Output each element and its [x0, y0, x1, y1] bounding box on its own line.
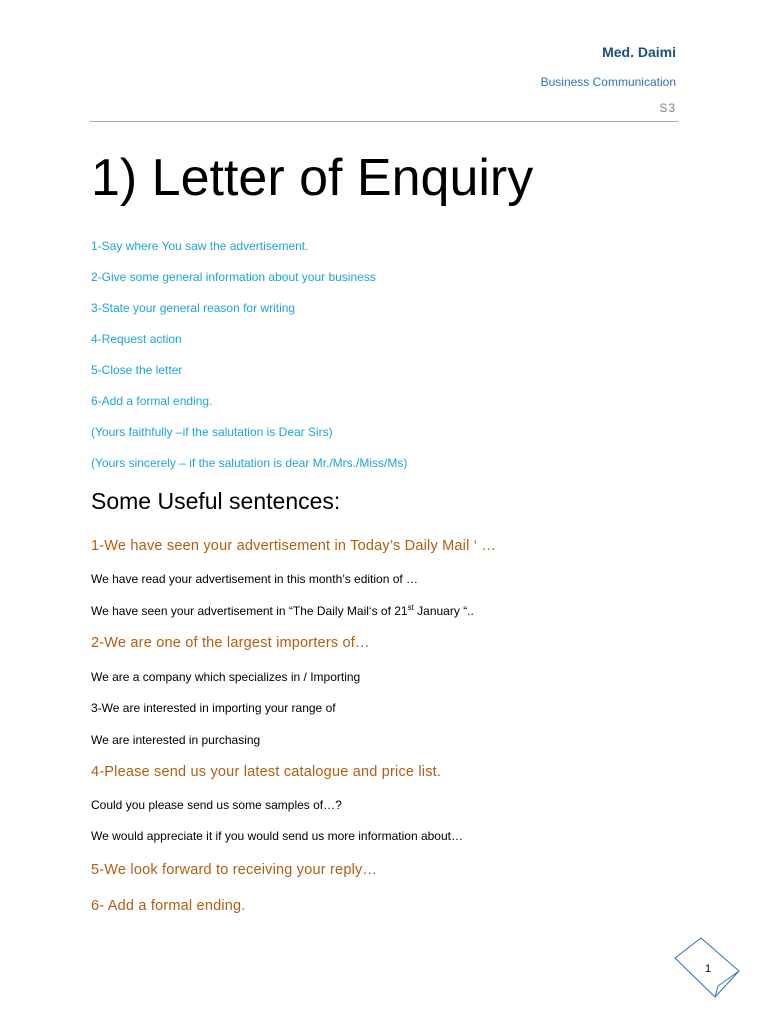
page-title: 1) Letter of Enquiry	[91, 149, 534, 207]
sentence-3a: 3-We are interested in importing your range of	[91, 701, 336, 715]
sentence-1b-text-end: January “..	[413, 604, 474, 618]
sentence-1b	[91, 603, 474, 618]
useful-sentences-heading: Some Useful sentences:	[91, 488, 341, 514]
step-item: 2-Give some general information about your business	[91, 270, 376, 284]
sentence-3b: We are interested in purchasing	[91, 733, 261, 747]
header-semester: S3	[659, 101, 676, 115]
sentence-2a: We are a company which specializes in / Importing	[91, 670, 361, 684]
sentence-1b-text: We have seen your advertisement in “The Daily Mail‘s of 21	[91, 604, 408, 618]
sentence-heading-4: 4-Please send us your latest catalogue and price list.	[91, 764, 442, 780]
step-item: 5-Close the letter	[91, 363, 183, 377]
header-author: Med. Daimi	[602, 44, 676, 60]
sentence-4b: We would appreciate it if you would send us more information about…	[91, 829, 463, 843]
header-divider	[90, 121, 678, 122]
step-item: (Yours sincerely – if the salutation is dear Mr./Mrs./Miss/Ms)	[91, 456, 408, 470]
step-item: (Yours faithfully –if the salutation is Dear Sirs)	[91, 425, 333, 439]
step-item: 6-Add a formal ending.	[91, 394, 213, 408]
step-item: 4-Request action	[91, 332, 182, 346]
sentence-4a: Could you please send us some samples of…?	[91, 798, 342, 812]
sentence-1b-ordinal: st	[407, 603, 414, 612]
page-number: 1	[704, 963, 712, 975]
steps-list	[91, 239, 407, 487]
sentence-heading-1: 1-We have seen your advertisement in Today’s Daily Mail ‘ …	[91, 538, 497, 554]
sentence-1a: We have read your advertisement in this month’s edition of …	[91, 572, 419, 586]
step-item: 1-Say where You saw the advertisement.	[91, 239, 309, 253]
sentence-heading-6: 6- Add a formal ending.	[91, 898, 246, 914]
sentence-heading-5: 5-We look forward to receiving your reply…	[91, 862, 378, 878]
step-item: 3-State your general reason for writing	[91, 301, 296, 315]
header-course: Business Communication	[540, 75, 676, 89]
sentence-heading-2: 2-We are one of the largest importers of…	[91, 635, 370, 651]
